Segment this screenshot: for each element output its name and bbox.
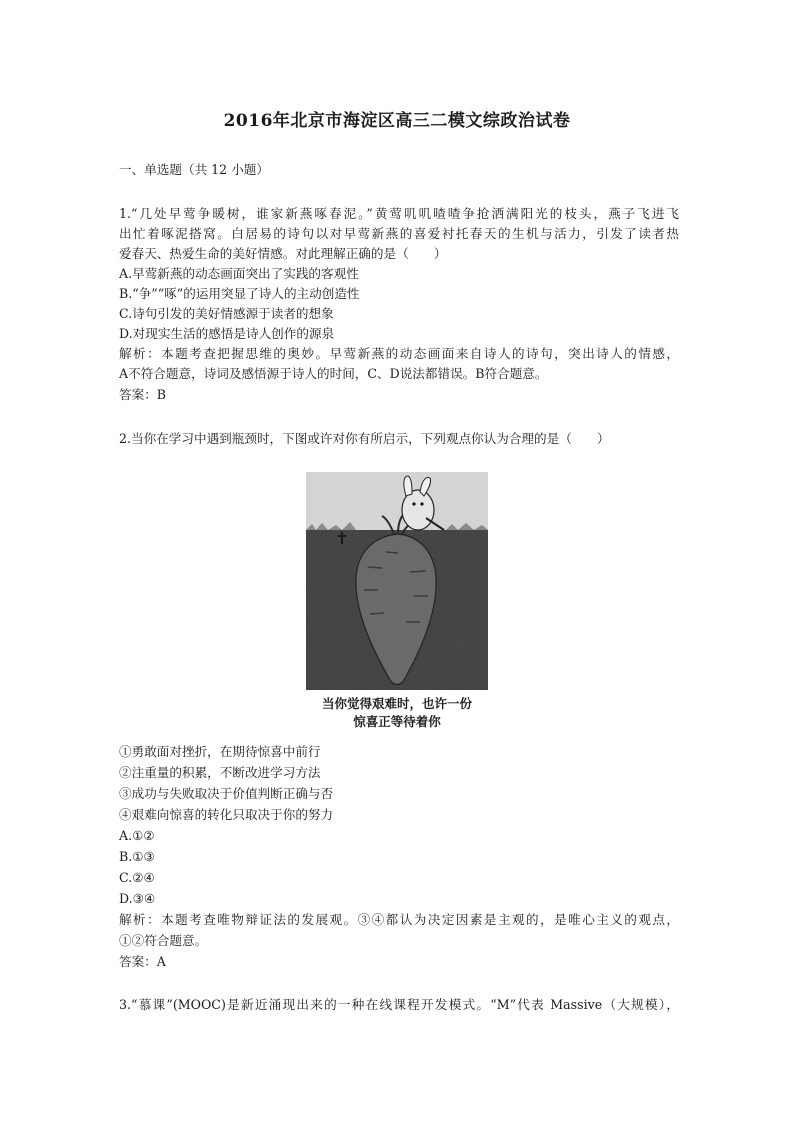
q2-option-d: D.③④: [119, 891, 156, 906]
q1-stem-line-1: 1.“几处早莺争暖树，谁家新燕啄春泥。”黄莺叽叽喳喳争抢洒满阳光的枝头，燕子飞进飞: [119, 206, 679, 221]
q1-option-d: D.对现实生活的感悟是诗人创作的源泉: [119, 326, 335, 341]
q3-stem-line-1: 3.“慕课”(MOOC)是新近涌现出来的一种在线课程开发模式。“M”代表 Massive（大规模），: [119, 997, 679, 1012]
q2-statement-2: ②注重量的积累，不断改进学习方法: [119, 765, 321, 780]
q1-option-b: B.“争”“啄”的运用突显了诗人的主动创造性: [119, 286, 360, 301]
q1-stem-line-2: 出忙着啄泥搭窝。白居易的诗句以对早莺新燕的喜爱衬托春天的生机与活力，引发了读者热: [119, 226, 679, 241]
q2-option-b: B.①③: [119, 849, 155, 864]
q1-answer: 答案：B: [119, 387, 167, 402]
q2-stem: 2.当你在学习中遇到瓶颈时，下图或许对你有所启示，下列观点你认为合理的是（ ）: [119, 431, 610, 446]
section-heading: 一、单选题（共 12 小题）: [119, 162, 269, 177]
q2-analysis-line-2: ①②符合题意。: [119, 933, 208, 948]
q2-statement-1: ①勇敢面对挫折，在期待惊喜中前行: [119, 744, 321, 759]
q1-analysis-line-2: A不符合题意，诗词及感悟源于诗人的时间，C、D说法都错误。B符合题意。: [119, 366, 548, 381]
q1-option-c: C.诗句引发的美好情感源于读者的想象: [119, 306, 334, 321]
q2-analysis-line-1: 解析：本题考查唯物辩证法的发展观。③④都认为决定因素是主观的，是唯心主义的观点，: [119, 912, 679, 927]
q2-option-a: A.①②: [119, 828, 155, 843]
q2-answer: 答案：A: [119, 954, 166, 969]
page-title: 2016年北京市海淀区高三二模文综政治试卷: [223, 111, 571, 131]
carrot-cartoon-figure: [306, 472, 488, 738]
q2-statement-4: ④艰难向惊喜的转化只取决于你的努力: [119, 807, 334, 822]
q1-stem-line-3: 爱春天、热爱生命的美好情感。对此理解正确的是（ ）: [119, 246, 447, 261]
q2-statement-3: ③成功与失败取决于价值判断正确与否: [119, 786, 334, 801]
figure-caption-line-2: 惊喜正等待着你: [353, 714, 441, 729]
figure-caption-line-1: 当你觉得艰难时，也许一份: [321, 696, 473, 711]
q1-analysis-line-1: 解析：本题考查把握思维的奥妙。早莺新燕的动态画面来自诗人的诗句，突出诗人的情感，: [119, 346, 679, 361]
q2-option-c: C.②④: [119, 870, 155, 885]
carrot-cartoon-image: [306, 472, 488, 738]
q1-option-a: A.早莺新燕的动态画面突出了实践的客观性: [119, 266, 359, 281]
